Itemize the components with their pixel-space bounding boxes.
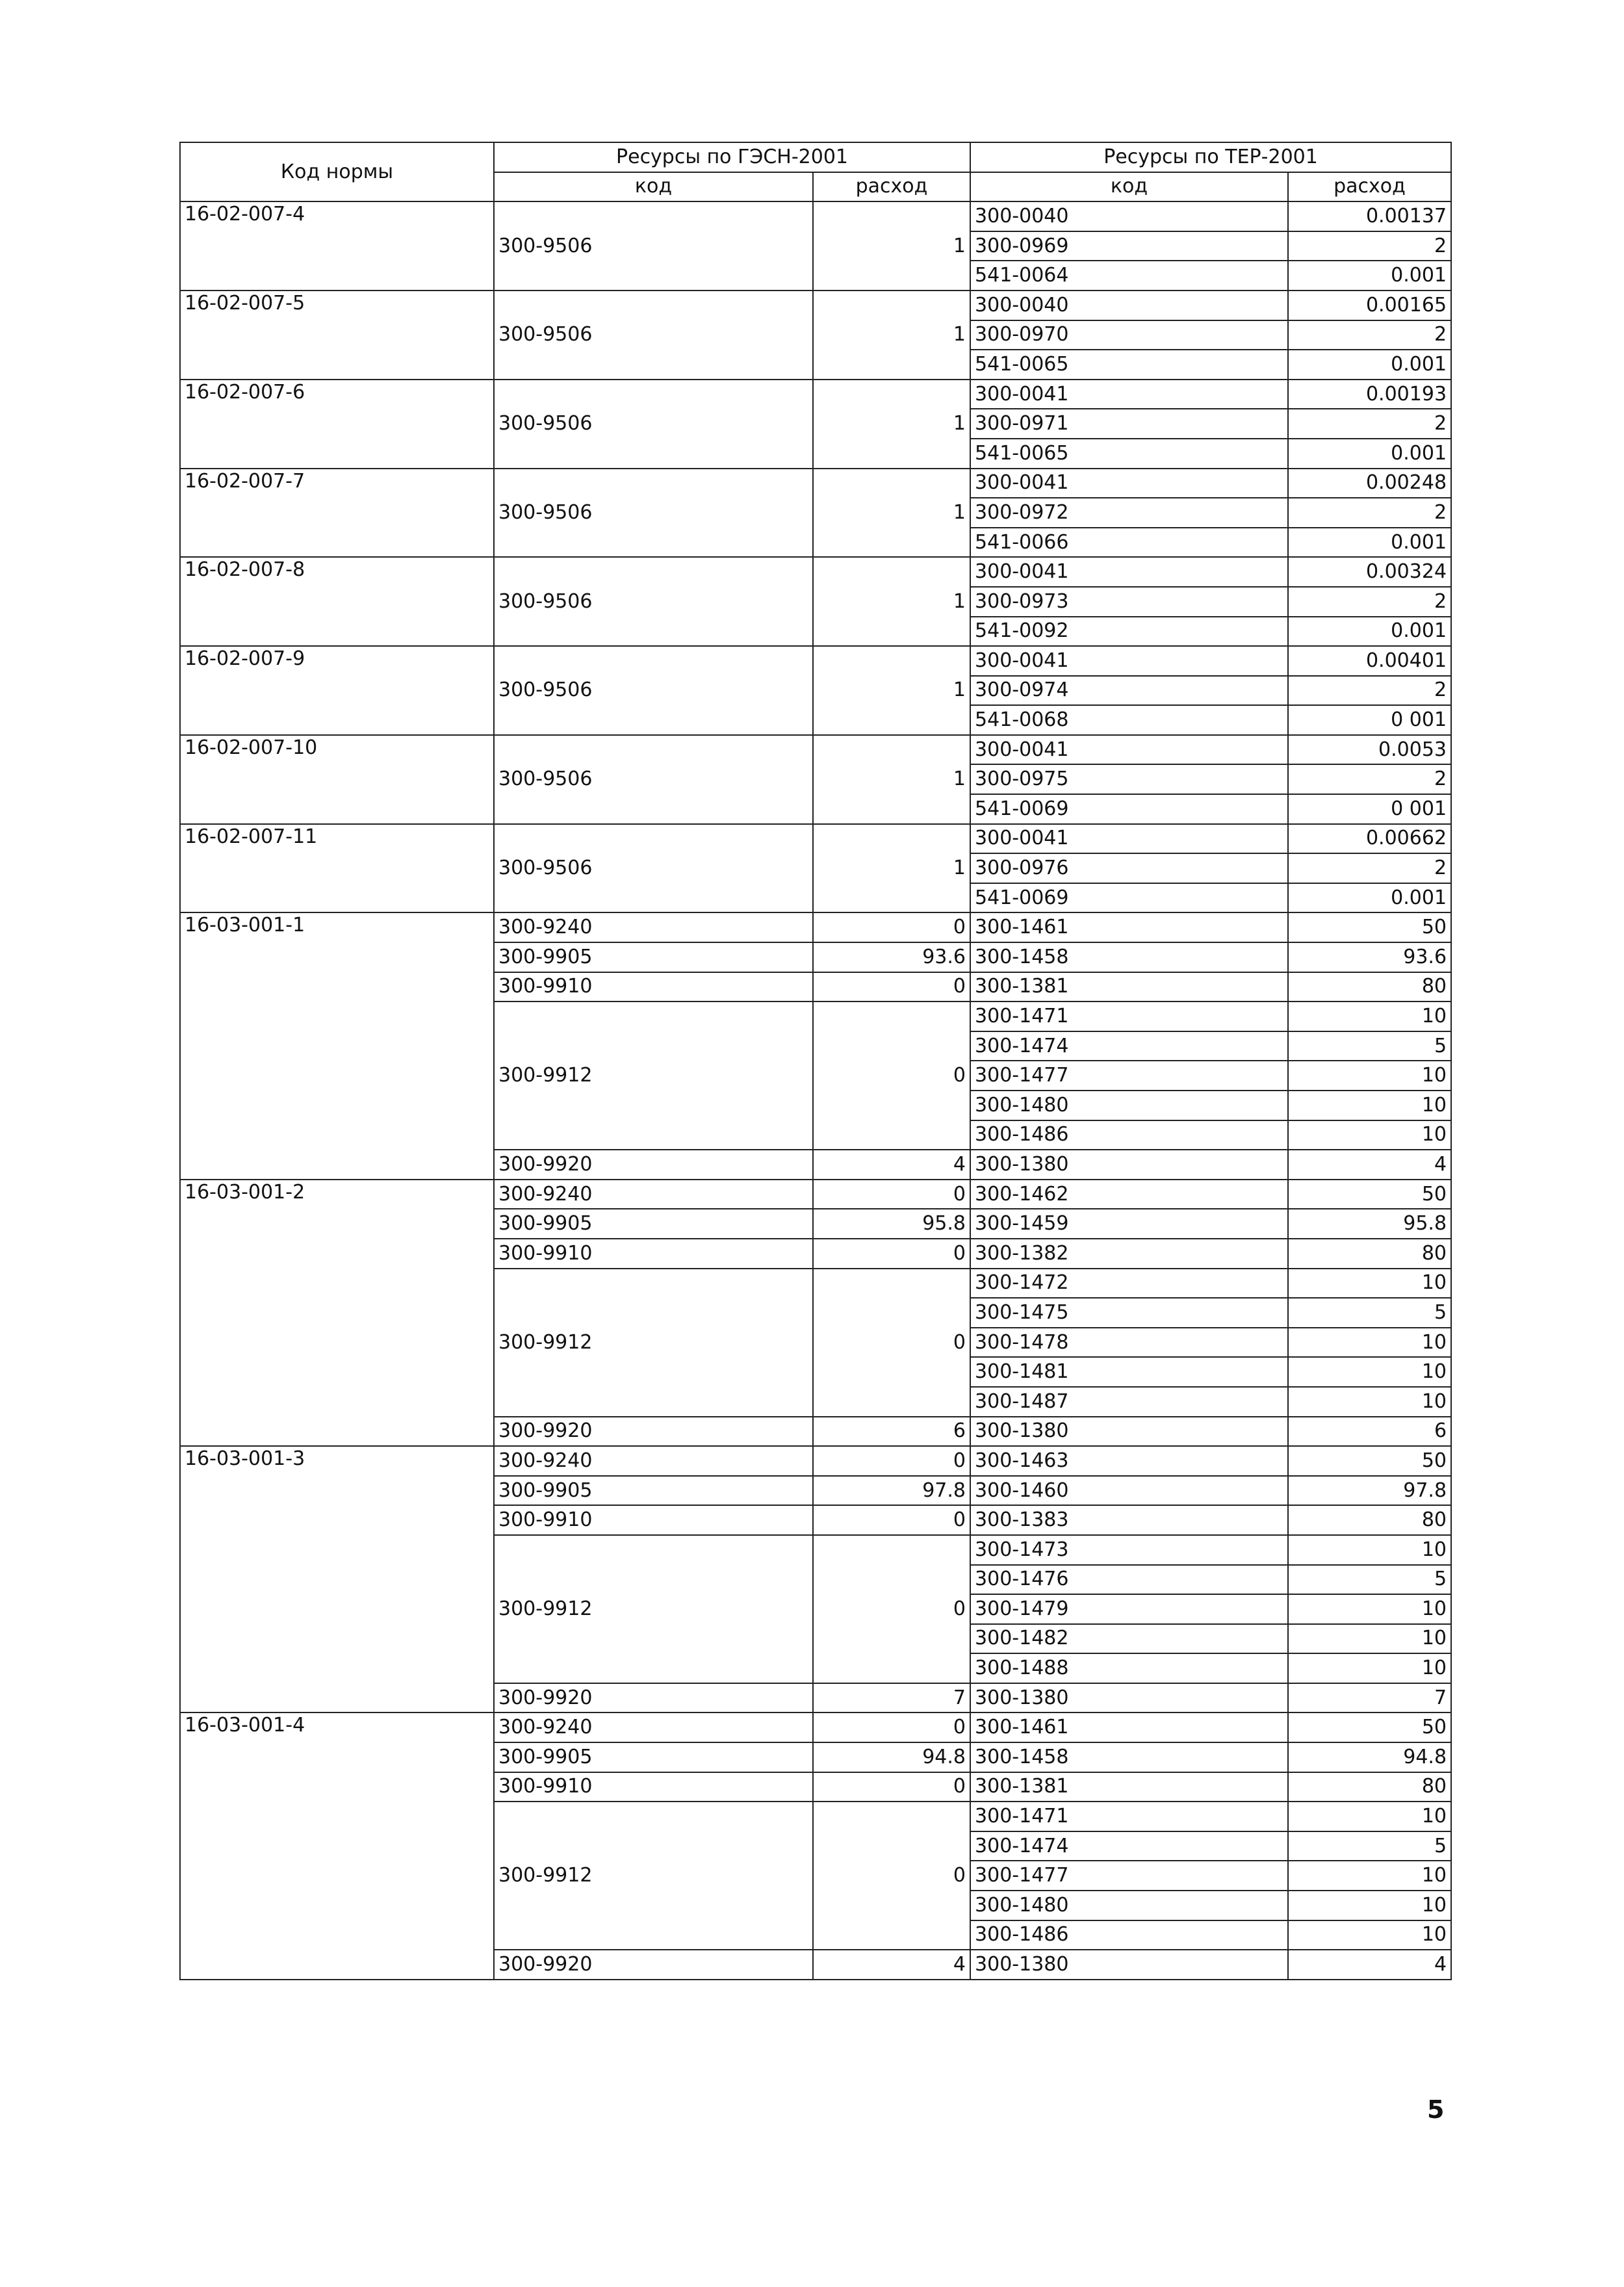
gesn-resource-code: 300-9905 [494, 1742, 813, 1772]
ter-resource-amount: 4 [1288, 1150, 1451, 1180]
ter-resource-code: 300-0041 [970, 380, 1288, 409]
norm-code: 16-03-001-4 [180, 1712, 494, 1979]
ter-resource-amount: 2 [1288, 409, 1451, 439]
ter-resource-code: 300-1380 [970, 1950, 1288, 1980]
ter-resource-code: 300-1474 [970, 1031, 1288, 1061]
table-row [180, 1712, 1451, 1742]
ter-resource-code: 541-0068 [970, 705, 1288, 735]
gesn-resource-code: 300-9240 [494, 1446, 813, 1476]
ter-resource-code: 300-1475 [970, 1298, 1288, 1328]
gesn-resource-code: 300-9905 [494, 1209, 813, 1239]
ter-resource-code: 300-0976 [970, 853, 1288, 883]
ter-resource-amount: 0.00193 [1288, 380, 1451, 409]
header-ter-amount: расход [1288, 172, 1451, 202]
ter-resource-code: 300-1480 [970, 1891, 1288, 1920]
gesn-resource-amount: 0 [813, 1269, 970, 1417]
gesn-resource-amount: 1 [813, 201, 970, 291]
gesn-resource-code: 300-9506 [494, 201, 813, 291]
gesn-resource-amount: 0 [813, 1802, 970, 1950]
ter-resource-amount: 50 [1288, 912, 1451, 942]
table-row [180, 201, 1451, 231]
ter-resource-amount: 0.001 [1288, 617, 1451, 647]
ter-resource-amount: 80 [1288, 1239, 1451, 1269]
gesn-resource-amount: 94.8 [813, 1742, 970, 1772]
gesn-resource-amount: 6 [813, 1417, 970, 1447]
ter-resource-amount: 2 [1288, 587, 1451, 617]
gesn-resource-amount: 7 [813, 1683, 970, 1713]
table-row [180, 646, 1451, 676]
gesn-resource-amount: 0 [813, 1712, 970, 1742]
ter-resource-amount: 10 [1288, 1120, 1451, 1150]
ter-resource-amount: 0.001 [1288, 883, 1451, 913]
norm-code: 16-02-007-10 [180, 735, 494, 824]
table-row [180, 824, 1451, 854]
gesn-resource-amount: 0 [813, 1772, 970, 1802]
gesn-resource-amount: 1 [813, 469, 970, 558]
ter-resource-code: 300-0969 [970, 231, 1288, 261]
ter-resource-code: 300-1380 [970, 1150, 1288, 1180]
norm-code: 16-02-007-4 [180, 201, 494, 291]
gesn-resource-code: 300-9506 [494, 469, 813, 558]
gesn-resource-amount: 4 [813, 1950, 970, 1980]
header-gesn-code: код [494, 172, 813, 202]
ter-resource-code: 300-1488 [970, 1653, 1288, 1683]
ter-resource-code: 300-1380 [970, 1417, 1288, 1447]
ter-resource-amount: 10 [1288, 1357, 1451, 1387]
gesn-resource-amount: 93.6 [813, 942, 970, 972]
ter-resource-code: 300-1474 [970, 1831, 1288, 1861]
ter-resource-code: 300-1476 [970, 1565, 1288, 1595]
gesn-resource-code: 300-9240 [494, 1180, 813, 1209]
ter-resource-code: 541-0065 [970, 439, 1288, 469]
gesn-resource-code: 300-9905 [494, 942, 813, 972]
gesn-resource-code: 300-9912 [494, 1269, 813, 1417]
ter-resource-code: 300-1486 [970, 1120, 1288, 1150]
gesn-resource-amount: 0 [813, 912, 970, 942]
ter-resource-amount: 50 [1288, 1712, 1451, 1742]
ter-resource-amount: 50 [1288, 1446, 1451, 1476]
gesn-resource-code: 300-9920 [494, 1683, 813, 1713]
ter-resource-code: 300-1472 [970, 1269, 1288, 1299]
gesn-resource-code: 300-9240 [494, 912, 813, 942]
ter-resource-amount: 5 [1288, 1831, 1451, 1861]
ter-resource-code: 300-1382 [970, 1239, 1288, 1269]
gesn-resource-amount: 97.8 [813, 1476, 970, 1506]
gesn-resource-code: 300-9912 [494, 1535, 813, 1683]
ter-resource-code: 300-1458 [970, 942, 1288, 972]
ter-resource-amount: 80 [1288, 1772, 1451, 1802]
gesn-resource-amount: 0 [813, 1535, 970, 1683]
ter-resource-amount: 80 [1288, 972, 1451, 1002]
ter-resource-amount: 2 [1288, 231, 1451, 261]
ter-resource-amount: 0.001 [1288, 261, 1451, 291]
ter-resource-amount: 50 [1288, 1180, 1451, 1209]
gesn-resource-code: 300-9910 [494, 1505, 813, 1535]
ter-resource-code: 300-1380 [970, 1683, 1288, 1713]
ter-resource-code: 541-0069 [970, 794, 1288, 824]
ter-resource-amount: 10 [1288, 1328, 1451, 1358]
ter-resource-code: 300-1478 [970, 1328, 1288, 1358]
table-row [180, 1180, 1451, 1209]
ter-resource-code: 541-0069 [970, 883, 1288, 913]
gesn-resource-amount: 0 [813, 1001, 970, 1150]
ter-resource-code: 541-0092 [970, 617, 1288, 647]
gesn-resource-amount: 1 [813, 735, 970, 824]
norm-code: 16-02-007-7 [180, 469, 494, 558]
page-number: 5 [1427, 2095, 1445, 2124]
header-gesn: Ресурсы по ГЭСН-2001 [494, 142, 970, 172]
gesn-resource-code: 300-9506 [494, 291, 813, 380]
ter-resource-amount: 4 [1288, 1950, 1451, 1980]
ter-resource-amount: 2 [1288, 853, 1451, 883]
ter-resource-amount: 0.00324 [1288, 557, 1451, 587]
gesn-resource-amount: 0 [813, 1505, 970, 1535]
ter-resource-code: 300-0970 [970, 320, 1288, 350]
ter-resource-amount: 5 [1288, 1565, 1451, 1595]
resources-table [179, 142, 1452, 1980]
ter-resource-amount: 2 [1288, 764, 1451, 794]
header-ter-code: код [970, 172, 1288, 202]
ter-resource-amount: 5 [1288, 1298, 1451, 1328]
gesn-resource-amount: 0 [813, 972, 970, 1002]
header-row [180, 142, 1451, 172]
gesn-resource-code: 300-9910 [494, 1239, 813, 1269]
ter-resource-amount: 0.001 [1288, 350, 1451, 380]
ter-resource-code: 300-0971 [970, 409, 1288, 439]
ter-resource-amount: 0.00248 [1288, 469, 1451, 498]
norm-code: 16-03-001-2 [180, 1180, 494, 1446]
ter-resource-code: 300-1471 [970, 1802, 1288, 1831]
table-row [180, 735, 1451, 765]
ter-resource-amount: 10 [1288, 1091, 1451, 1120]
gesn-resource-amount: 1 [813, 380, 970, 469]
ter-resource-amount: 10 [1288, 1001, 1451, 1031]
header-gesn-amount: расход [813, 172, 970, 202]
ter-resource-code: 541-0064 [970, 261, 1288, 291]
ter-resource-amount: 95.8 [1288, 1209, 1451, 1239]
table-row [180, 469, 1451, 498]
ter-resource-code: 300-0041 [970, 646, 1288, 676]
ter-resource-code: 300-0041 [970, 469, 1288, 498]
table-row [180, 291, 1451, 320]
gesn-resource-code: 300-9910 [494, 1772, 813, 1802]
norm-code: 16-03-001-3 [180, 1446, 494, 1712]
ter-resource-code: 300-0974 [970, 676, 1288, 706]
norm-code: 16-02-007-11 [180, 824, 494, 913]
table-row [180, 1446, 1451, 1476]
ter-resource-code: 300-1463 [970, 1446, 1288, 1476]
gesn-resource-amount: 1 [813, 646, 970, 735]
gesn-resource-code: 300-9905 [494, 1476, 813, 1506]
table-body [180, 201, 1451, 1980]
ter-resource-amount: 10 [1288, 1535, 1451, 1565]
ter-resource-code: 300-1458 [970, 1742, 1288, 1772]
norm-code: 16-02-007-8 [180, 557, 494, 646]
ter-resource-amount: 94.8 [1288, 1742, 1451, 1772]
norm-code: 16-02-007-5 [180, 291, 494, 380]
gesn-resource-code: 300-9920 [494, 1150, 813, 1180]
ter-resource-code: 300-1487 [970, 1387, 1288, 1417]
ter-resource-amount: 6 [1288, 1417, 1451, 1447]
gesn-resource-amount: 0 [813, 1446, 970, 1476]
gesn-resource-amount: 1 [813, 824, 970, 913]
gesn-resource-code: 300-9506 [494, 380, 813, 469]
ter-resource-amount: 10 [1288, 1624, 1451, 1654]
ter-resource-amount: 10 [1288, 1653, 1451, 1683]
ter-resource-amount: 10 [1288, 1891, 1451, 1920]
ter-resource-amount: 5 [1288, 1031, 1451, 1061]
ter-resource-code: 300-0973 [970, 587, 1288, 617]
gesn-resource-code: 300-9240 [494, 1712, 813, 1742]
ter-resource-code: 300-0041 [970, 824, 1288, 854]
ter-resource-code: 300-1486 [970, 1920, 1288, 1950]
gesn-resource-amount: 1 [813, 557, 970, 646]
ter-resource-code: 300-0041 [970, 557, 1288, 587]
ter-resource-amount: 10 [1288, 1861, 1451, 1891]
ter-resource-code: 300-1461 [970, 1712, 1288, 1742]
header-norm-code: Код нормы [180, 142, 494, 201]
gesn-resource-code: 300-9912 [494, 1802, 813, 1950]
ter-resource-code: 300-1480 [970, 1091, 1288, 1120]
ter-resource-amount: 10 [1288, 1802, 1451, 1831]
ter-resource-amount: 0 001 [1288, 705, 1451, 735]
gesn-resource-code: 300-9506 [494, 557, 813, 646]
ter-resource-amount: 0 001 [1288, 794, 1451, 824]
ter-resource-code: 300-1381 [970, 1772, 1288, 1802]
header-ter: Ресурсы по ТЕР-2001 [970, 142, 1451, 172]
norm-code: 16-03-001-1 [180, 912, 494, 1179]
ter-resource-code: 300-1482 [970, 1624, 1288, 1654]
ter-resource-code: 300-1383 [970, 1505, 1288, 1535]
ter-resource-code: 300-1459 [970, 1209, 1288, 1239]
ter-resource-amount: 0.001 [1288, 528, 1451, 558]
gesn-resource-code: 300-9912 [494, 1001, 813, 1150]
ter-resource-code: 300-0975 [970, 764, 1288, 794]
ter-resource-code: 300-1460 [970, 1476, 1288, 1506]
gesn-resource-code: 300-9920 [494, 1417, 813, 1447]
gesn-resource-code: 300-9920 [494, 1950, 813, 1980]
ter-resource-code: 300-1471 [970, 1001, 1288, 1031]
gesn-resource-code: 300-9506 [494, 735, 813, 824]
gesn-resource-amount: 1 [813, 291, 970, 380]
ter-resource-code: 300-0040 [970, 201, 1288, 231]
ter-resource-amount: 7 [1288, 1683, 1451, 1713]
table-row [180, 912, 1451, 942]
gesn-resource-amount: 0 [813, 1180, 970, 1209]
ter-resource-amount: 0.0053 [1288, 735, 1451, 765]
ter-resource-code: 541-0066 [970, 528, 1288, 558]
ter-resource-amount: 80 [1288, 1505, 1451, 1535]
norm-code: 16-02-007-6 [180, 380, 494, 469]
ter-resource-amount: 0.00401 [1288, 646, 1451, 676]
table-row [180, 557, 1451, 587]
ter-resource-amount: 2 [1288, 676, 1451, 706]
ter-resource-code: 300-1473 [970, 1535, 1288, 1565]
ter-resource-code: 300-1477 [970, 1061, 1288, 1091]
ter-resource-code: 541-0065 [970, 350, 1288, 380]
ter-resource-amount: 0.00165 [1288, 291, 1451, 320]
ter-resource-code: 300-1481 [970, 1357, 1288, 1387]
ter-resource-amount: 2 [1288, 498, 1451, 528]
norm-code: 16-02-007-9 [180, 646, 494, 735]
gesn-resource-amount: 4 [813, 1150, 970, 1180]
ter-resource-amount: 93.6 [1288, 942, 1451, 972]
gesn-resource-code: 300-9910 [494, 972, 813, 1002]
ter-resource-code: 300-0041 [970, 735, 1288, 765]
ter-resource-code: 300-1381 [970, 972, 1288, 1002]
table-header [180, 142, 1451, 201]
ter-resource-amount: 10 [1288, 1920, 1451, 1950]
gesn-resource-code: 300-9506 [494, 824, 813, 913]
ter-resource-amount: 0.001 [1288, 439, 1451, 469]
ter-resource-code: 300-1477 [970, 1861, 1288, 1891]
gesn-resource-code: 300-9506 [494, 646, 813, 735]
ter-resource-code: 300-0972 [970, 498, 1288, 528]
table-row [180, 380, 1451, 409]
ter-resource-code: 300-1462 [970, 1180, 1288, 1209]
ter-resource-amount: 10 [1288, 1061, 1451, 1091]
ter-resource-amount: 10 [1288, 1269, 1451, 1299]
ter-resource-amount: 10 [1288, 1594, 1451, 1624]
ter-resource-amount: 10 [1288, 1387, 1451, 1417]
ter-resource-amount: 2 [1288, 320, 1451, 350]
gesn-resource-amount: 95.8 [813, 1209, 970, 1239]
ter-resource-amount: 97.8 [1288, 1476, 1451, 1506]
ter-resource-code: 300-1479 [970, 1594, 1288, 1624]
gesn-resource-amount: 0 [813, 1239, 970, 1269]
ter-resource-code: 300-0040 [970, 291, 1288, 320]
ter-resource-code: 300-1461 [970, 912, 1288, 942]
ter-resource-amount: 0.00662 [1288, 824, 1451, 854]
ter-resource-amount: 0.00137 [1288, 201, 1451, 231]
